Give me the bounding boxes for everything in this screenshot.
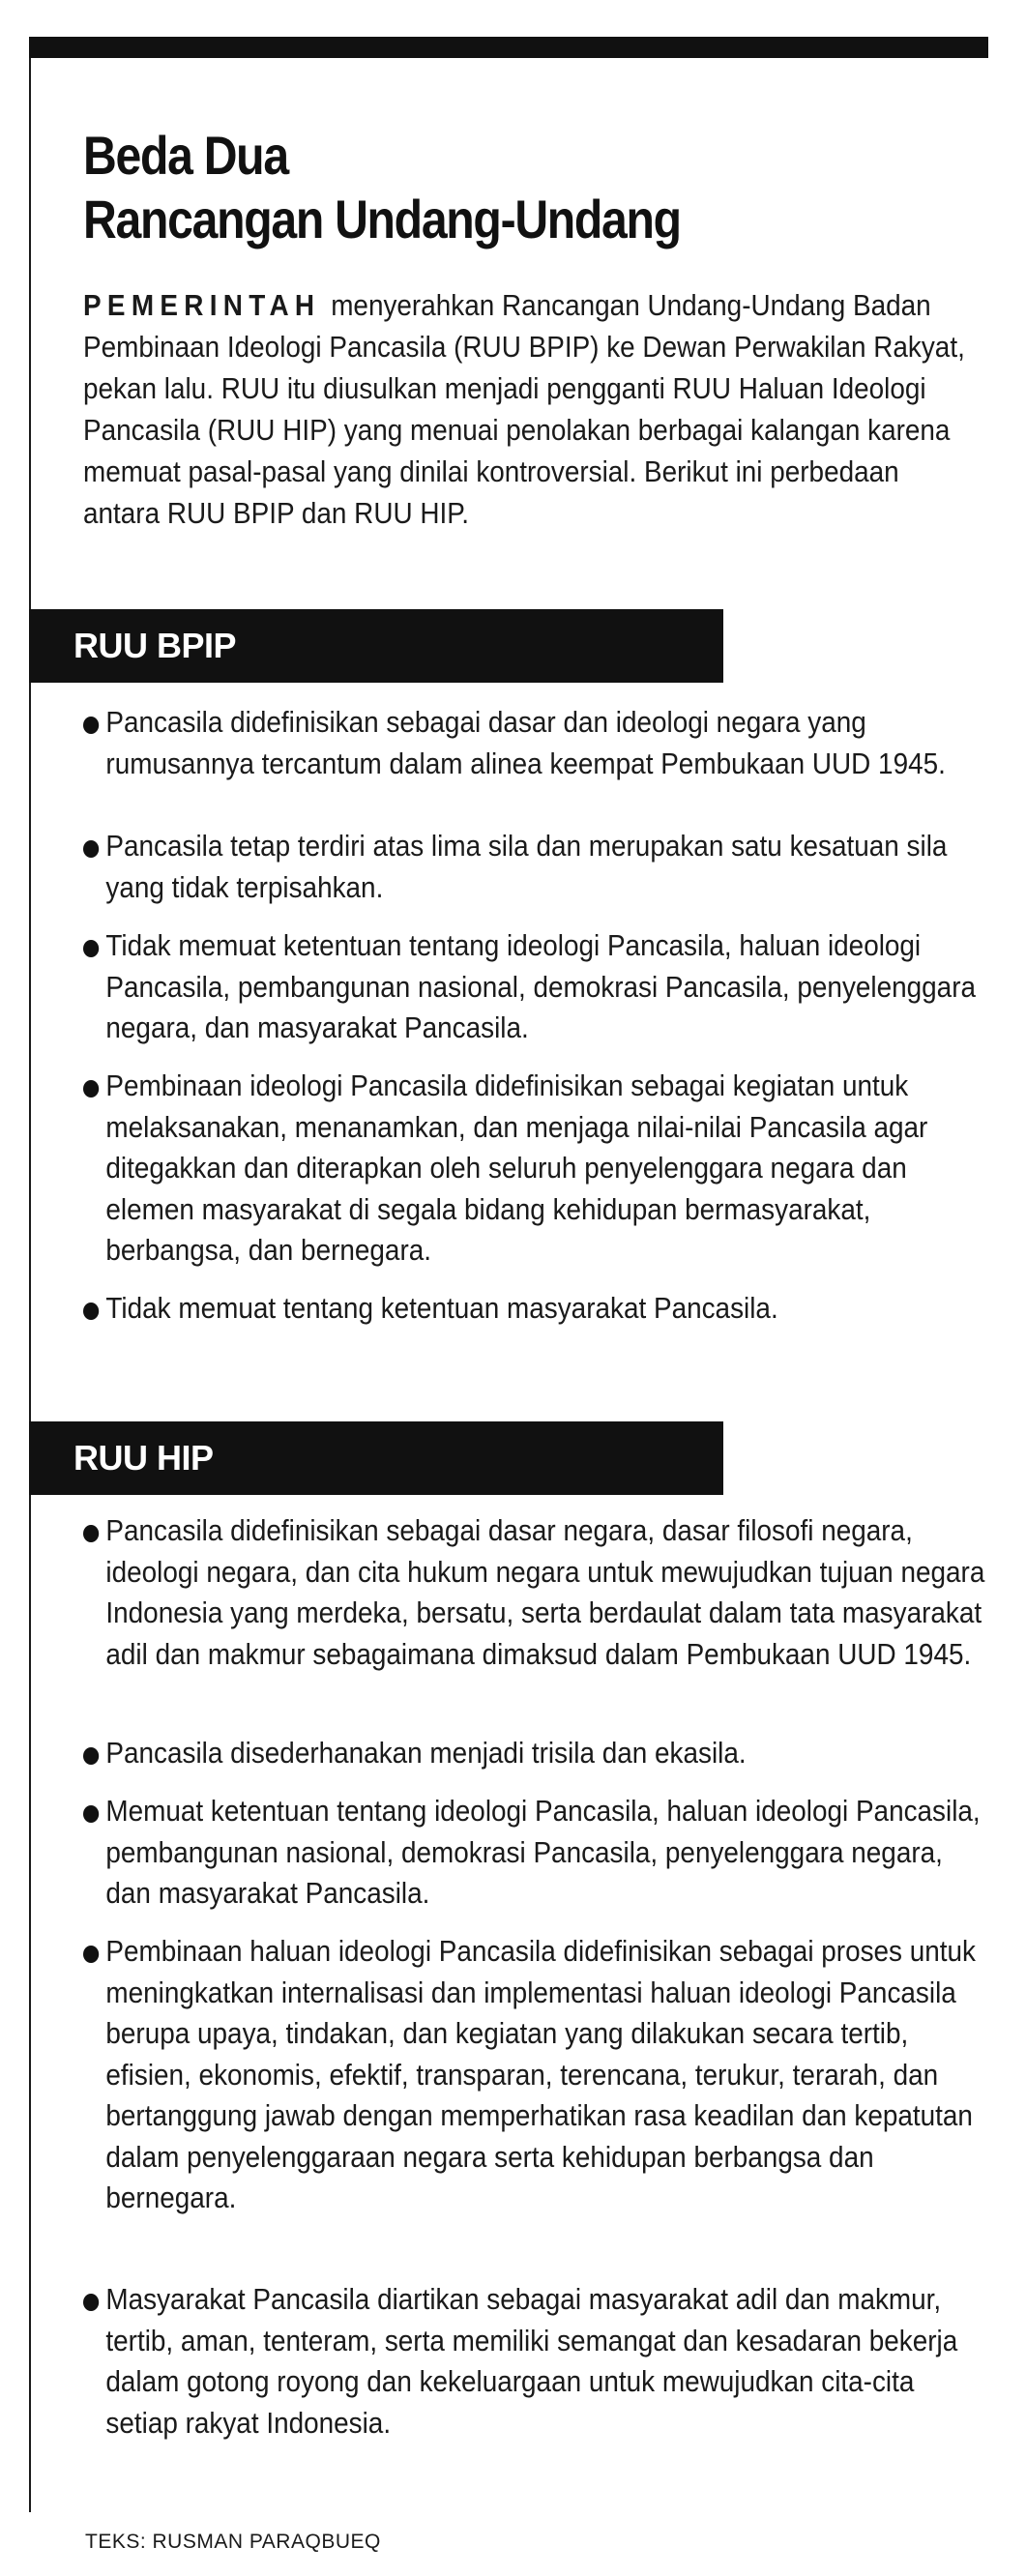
list-item	[83, 1791, 993, 1931]
ruu-hip-list	[83, 1510, 1026, 2463]
bullet-icon	[83, 1303, 99, 1320]
bullet-icon	[83, 2294, 99, 2311]
list-item	[83, 1510, 993, 1733]
bullet-icon	[83, 717, 99, 734]
bullet-icon	[83, 840, 99, 858]
list-item	[83, 826, 993, 925]
bullet-icon	[83, 1525, 99, 1542]
list-item-text: Pembinaan ideologi Pancasila didefinisikan sebagai kegiatan untuk melaksanakan, menanamkan, dan menjaga nilai-nilai Pancasila agar ditegakkan dan diterapkan oleh seluruh penyelenggara negara dan elemen masyarakat di segala bidang kehidupan bermasyarakat, berbangsa, dan bernegara.	[105, 1068, 928, 1267]
credit-line: TEKS: RUSMAN PARAQBUEQ	[85, 2531, 381, 2553]
bullet-icon	[83, 940, 99, 957]
list-item	[83, 1066, 993, 1288]
list-item-text: Masyarakat Pancasila diartikan sebagai masyarakat adil dan makmur, tertib, aman, tenteram, serta memiliki semangat dan kesadaran bekerja dalam gotong royong dan kekeluargaan untuk mewujudkan cita-cita setiap rakyat Indonesia.	[105, 2282, 958, 2440]
section-heading-label: RUU BPIP	[73, 626, 237, 665]
top-rule	[29, 37, 988, 58]
bullet-icon	[83, 1946, 99, 1963]
bullet-icon	[83, 1747, 99, 1765]
list-item	[83, 925, 993, 1066]
intro-text: menyerahkan Rancangan Undang-Undang Badan Pembinaan Ideologi Pancasila (RUU BPIP) ke Dewan Perwakilan Rakyat, pekan lalu. RUU itu diusulkan menjadi pengganti RUU Haluan Ideologi Pancasila (RUU HIP) yang menuai penolakan berbagai kalangan karena memuat pasal-pasal yang dinilai kontroversial. Berikut ini perbedaan antara RUU BPIP dan RUU HIP.	[83, 288, 965, 530]
list-item	[83, 702, 993, 826]
list-item-text: Pancasila tetap terdiri atas lima sila dan merupakan satu kesatuan sila yang tidak terpisahkan.	[105, 829, 948, 904]
section-heading-ruu-bpip	[29, 609, 723, 683]
list-item	[83, 2279, 993, 2463]
bullet-icon	[83, 1080, 99, 1098]
title-line-2: Rancangan Undang-Undang	[83, 189, 681, 249]
ruu-bpip-list	[83, 702, 1026, 1336]
list-item	[83, 1733, 993, 1791]
list-item-text: Tidak memuat tentang ketentuan masyarakat Pancasila.	[105, 1291, 778, 1325]
article-title	[83, 124, 832, 251]
bullet-icon	[83, 1805, 99, 1823]
list-item-text: Pancasila didefinisikan sebagai dasar dan ideologi negara yang rumusannya tercantum dalam alinea keempat Pembukaan UUD 1945.	[105, 705, 946, 780]
list-item-text: Pembinaan haluan ideologi Pancasila didefinisikan sebagai proses untuk meningkatkan internalisasi dan implementasi haluan ideologi Pancasila berupa upaya, tindakan, dan kegiatan yang dilakukan secara tertib, efisien, ekonomis, efektif, transparan, terencana, terukur, terarah, dan bertanggung jawab dengan memperhatikan rasa keadilan dan kepatutan dalam penyelenggaraan negara serta kehidupan berbangsa dan bernegara.	[105, 1934, 977, 2214]
intro-paragraph	[83, 284, 971, 534]
list-item	[83, 1288, 993, 1336]
list-item-text: Memuat ketentuan tentang ideologi Pancasila, haluan ideologi Pancasila, pembangunan nasional, demokrasi Pancasila, penyelenggara negara, dan masyarakat Pancasila.	[105, 1794, 981, 1910]
section-heading-label: RUU HIP	[73, 1438, 214, 1478]
intro-lead: PEMERINTAH	[83, 288, 321, 322]
list-item	[83, 1931, 993, 2279]
list-item-text: Pancasila didefinisikan sebagai dasar negara, dasar filosofi negara, ideologi negara, dan cita hukum negara untuk mewujudkan tujuan negara Indonesia yang merdeka, bersatu, serta berdaulat dalam tata masyarakat adil dan makmur sebagaimana dimaksud dalam Pembukaan UUD 1945.	[105, 1513, 985, 1671]
section-heading-ruu-hip	[29, 1421, 723, 1495]
infographic-panel	[29, 37, 988, 2553]
list-item-text: Pancasila disederhanakan menjadi trisila dan ekasila.	[105, 1736, 747, 1770]
title-line-1: Beda Dua	[83, 125, 288, 186]
list-item-text: Tidak memuat ketentuan tentang ideologi Pancasila, haluan ideologi Pancasila, pembangunan nasional, demokrasi Pancasila, penyelenggara negara, dan masyarakat Pancasila.	[105, 928, 977, 1044]
